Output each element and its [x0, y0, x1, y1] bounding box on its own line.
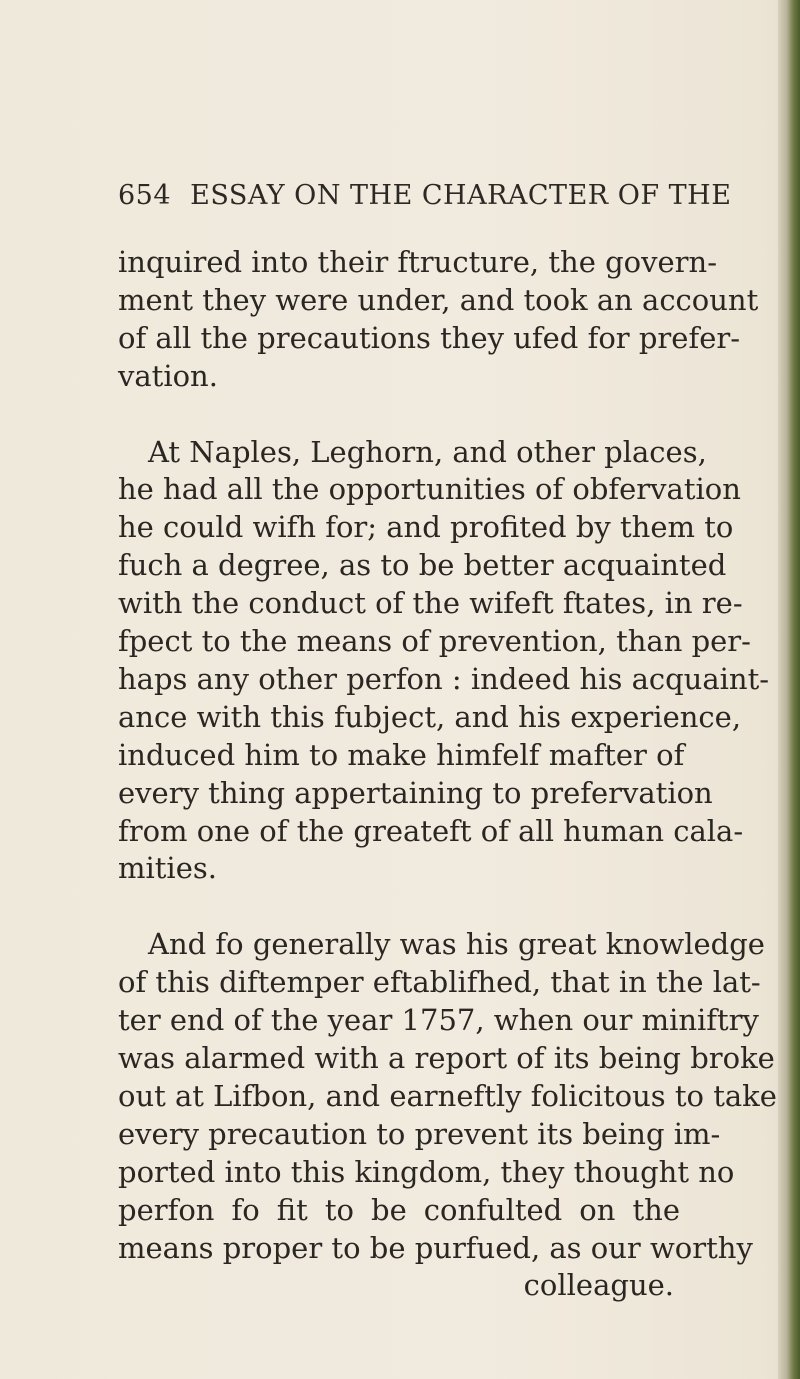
text-line: every precaution to prevent its being im- — [118, 1116, 721, 1151]
text-line: mities. — [118, 851, 217, 886]
text-line: he could wifh for; and profited by them to — [118, 510, 734, 545]
page-edge — [778, 0, 800, 1379]
text-line: ter end of the year 1757, when our miniftry — [118, 1003, 759, 1038]
text-line: vation. — [118, 358, 218, 393]
text-line: induced him to make himfelf mafter of — [118, 737, 685, 772]
body-text — [118, 244, 777, 1305]
text-line: with the conduct of the wifeft ftates, in re- — [118, 586, 743, 621]
text-line: ported into this kingdom, they thought no — [118, 1154, 735, 1189]
catchword: colleague. — [523, 1268, 674, 1303]
text-line: fpect to the means of prevention, than per- — [118, 624, 751, 659]
paragraph-1 — [118, 244, 759, 396]
text-line: And fo generally was his great knowledge — [148, 927, 765, 962]
text-line: every thing appertaining to prefervation — [118, 775, 713, 810]
page-header — [118, 180, 732, 220]
text-line: out at Lifbon, and earneftly folicitous to take — [118, 1078, 777, 1113]
paragraph-3 — [118, 926, 777, 1305]
text-line: of all the precautions they ufed for prefer- — [118, 320, 741, 355]
text-line: from one of the greateft of all human cala- — [118, 813, 744, 848]
text-line: ance with this fubject, and his experience, — [118, 699, 742, 734]
text-line: he had all the opportunities of obfervation — [118, 472, 741, 507]
text-line: At Naples, Leghorn, and other places, — [148, 434, 707, 469]
text-line: fuch a degree, as to be better acquainted — [118, 548, 727, 583]
running-head: ESSAY ON THE CHARACTER OF THE — [190, 180, 732, 211]
text-line: was alarmed with a report of its being broke — [118, 1041, 775, 1075]
text-line: ment they were under, and took an account — [118, 282, 759, 317]
text-line: means proper to be purfued, as our worthy — [118, 1230, 753, 1265]
text-line: inquired into their ftructure, the govern- — [118, 245, 717, 279]
text-line: of this diftemper eftablifhed, that in the lat- — [118, 965, 761, 1000]
paragraph-2 — [118, 434, 770, 889]
text-line: haps any other perfon : indeed his acquaint- — [118, 661, 770, 696]
text-line: perfon fo fit to be confulted on the — [118, 1192, 680, 1227]
page-number: 654 — [118, 180, 172, 211]
